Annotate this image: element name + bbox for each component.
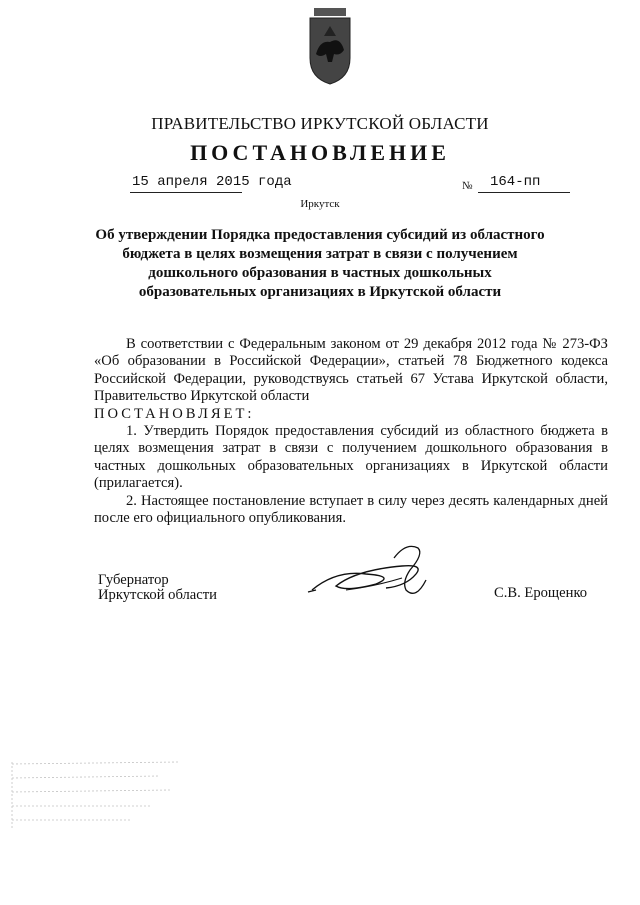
number-sign: № (462, 180, 473, 192)
decree-word: ПОСТАНОВЛЯЕТ: (94, 405, 255, 422)
document-date: 15 апреля 2015 года (132, 174, 292, 190)
faded-stamp (10, 760, 180, 830)
signatory-name: С.В. Ерощенко (494, 585, 588, 601)
city-label: Иркутск (300, 198, 340, 210)
handwritten-signature (306, 540, 436, 612)
document-type-title: ПОСТАНОВЛЕНИЕ (190, 140, 450, 165)
position-line-2: Иркутской области (98, 587, 217, 603)
date-underline (130, 192, 242, 193)
coat-of-arms-emblem (300, 6, 360, 86)
signatory-position (98, 573, 217, 603)
item-1-paragraph: 1. Утвердить Порядок предоставления субсидий из областного бюджета в целях возмещения затрат в связи с получением дошкольного образования в частных дошкольных образовательных организациях в Иркутской области (прилагается). (94, 423, 608, 492)
document-subject: Об утверждении Порядка предоставления субсидий из областного бюджета в целях возмещения затрат в связи с получением дошкольного образования в частных дошкольных образовательных организациях в Иркутской области (95, 227, 545, 300)
number-underline (478, 192, 570, 193)
document-number: 164-пп (490, 174, 541, 190)
preamble-paragraph: В соответствии с Федеральным законом от 29 декабря 2012 года № 273-ФЗ «Об образовании в Российской Федерации», статьей 78 Бюджетного кодекса Российской Федерации, руководствуясь статьей 67 Устава Иркутской области, Правительство Иркутской области (94, 336, 608, 405)
position-line-1: Губернатор (98, 572, 169, 588)
government-title: ПРАВИТЕЛЬСТВО ИРКУТСКОЙ ОБЛАСТИ (151, 114, 489, 133)
document-body (94, 336, 608, 527)
item-2-paragraph: 2. Настоящее постановление вступает в силу через десять календарных дней после его официального опубликования. (94, 492, 608, 527)
